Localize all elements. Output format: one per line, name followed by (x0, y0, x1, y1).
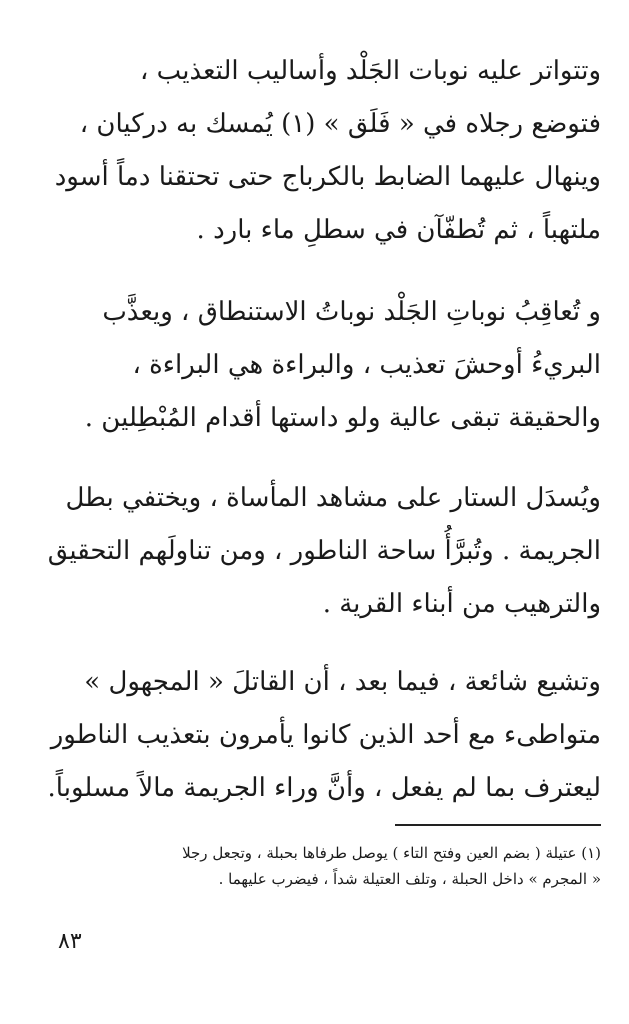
text-line: ملتهباً ، ثم تُطفّآن في سطلِ ماء بارد . (196, 215, 601, 245)
text-line: والحقيقة تبقى عالية ولو داستها أقدام المُبْطِلين . (84, 403, 601, 433)
text-line: وتتواتر عليه نوبات الجَلْد وأساليب التعذيب ، (140, 56, 601, 86)
page-number: ٨٣ (58, 929, 82, 954)
paragraph-2 (40, 286, 601, 445)
paragraph-3 (40, 472, 601, 631)
text-line: و تُعاقِبُ نوباتِ الجَلْد نوباتُ الاستنطاق ، ويعذَّب (102, 297, 601, 327)
text-line: وتشيع شائعة ، فيما بعد ، أن القاتلَ « المجهول » (84, 667, 601, 697)
paragraph-4 (40, 656, 601, 815)
paragraph-1 (40, 45, 601, 257)
footnote-line: « المجرم » داخل الحبلة ، وتلف العتيلة شداً ، فيضرب عليهما . (218, 870, 601, 888)
text-line: والترهيب من أبناء القرية . (322, 589, 601, 619)
text-line: البريءُ أوحشَ تعذيب ، والبراءة هي البراءة ، (132, 350, 601, 380)
text-line: الجريمة . وتُبرَّأُ ساحة الناطور ، ومن تناولَهم التحقيق (47, 536, 601, 566)
text-line: متواطىء مع أحد الذين كانوا يأمرون بتعذيب الناطور (50, 720, 601, 750)
text-line: ليعترف بما لم يفعل ، وأنَّ وراء الجريمة مالاً مسلوباً. (47, 773, 601, 803)
footnote (44, 840, 601, 892)
text-line: وينهال عليهما الضابط بالكرباج حتى تحتقنا دماً أسود (54, 162, 601, 192)
footnote-line: (١) عتيلة ( بضم العين وفتح التاء ) يوصل طرفاها بحبلة ، وتجعل رجلا (182, 844, 601, 862)
text-line: فتوضع رجلاه في « فَلَق » (١) يُمسك به دركيان ، (79, 109, 601, 139)
footnote-divider (395, 824, 601, 826)
text-line: ويُسدَل الستار على مشاهد المأساة ، ويختفي بطل (65, 483, 601, 513)
